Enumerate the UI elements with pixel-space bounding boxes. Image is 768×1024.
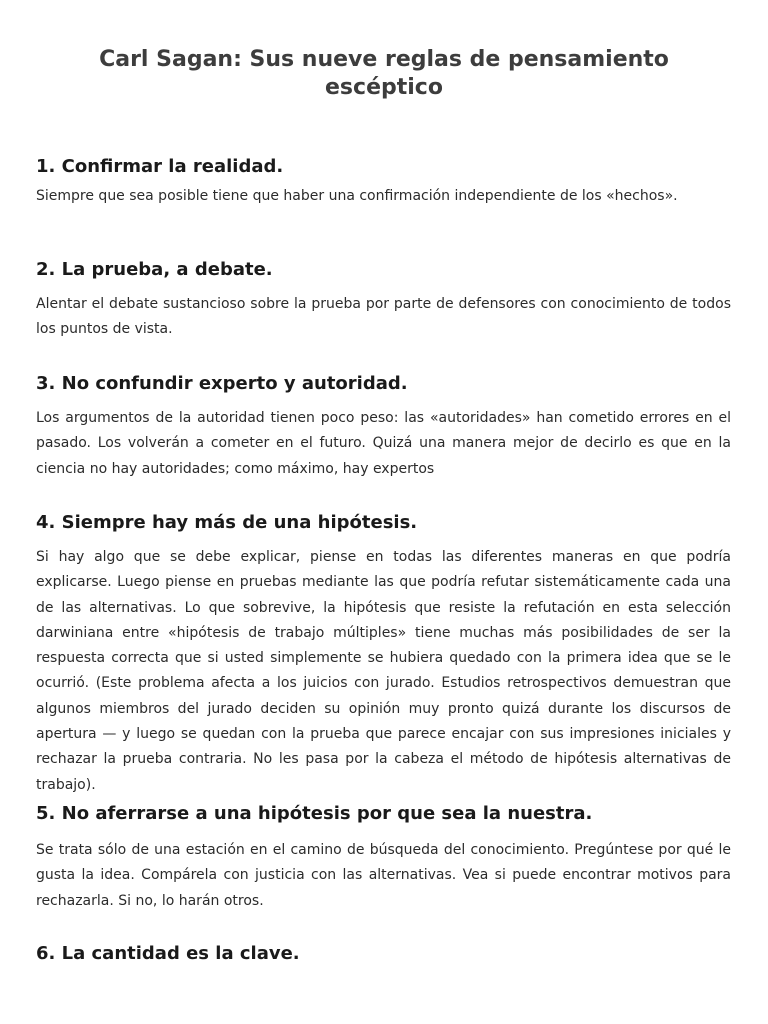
section-body-1: Siempre que sea posible tiene que haber una confirmación independiente de los «hechos». [36,188,678,204]
section-heading-1: 1. Confirmar la realidad. [36,156,284,177]
section-body-2: Alentar el debate sustancioso sobre la prueba por parte de defensores con conocimiento de todos los puntos de vista. [36,296,731,338]
section-body-3: Los argumentos de la autoridad tienen poco peso: las «autoridades» han cometido errores en el pasado. Los volverán a cometer en el futuro. Quizá una manera mejor de decirlo es que en la ciencia no hay autoridades; como máximo, hay expertos [36,410,731,477]
section-heading-6: 6. La cantidad es la clave. [36,943,300,964]
section-heading-3: 3. No confundir experto y autoridad. [36,373,408,394]
section-heading-4: 4. Siempre hay más de una hipótesis. [36,512,418,533]
page-title: Carl Sagan: Sus nueve reglas de pensamiento escéptico [99,47,669,100]
section-body-5: Se trata sólo de una estación en el camino de búsqueda del conocimiento. Pregúntese por qué le gusta la idea. Compárela con justicia con las alternativas. Vea si puede encontrar motivos para rechazarla. Si no, lo harán otros. [36,842,731,909]
section-heading-5: 5. No aferrarse a una hipótesis por que sea la nuestra. [36,803,593,824]
section-heading-2: 2. La prueba, a debate. [36,259,273,280]
section-body-4: Si hay algo que se debe explicar, piense en todas las diferentes maneras en que podría explicarse. Luego piense en pruebas mediante las que podría refutar sistemáticamente cada una de las alternativas. Lo que sobrevive, la hipótesis que resiste la refutación en esta selección darwiniana entre «hipótesis de trabajo múltiples» tiene muchas más posibilidades de ser la respuesta correcta que si usted simplemente se hubiera quedado con la primera idea que se le ocurrió. (Este problema afecta a los juicios con jurado. Estudios retrospectivos demuestran que algunos miembros del jurado deciden su opinión muy pronto quizá durante los discursos de apertura — y luego se quedan con la prueba que parece encajar con sus impresiones iniciales y rechazar la prueba contraria. No les pasa por la cabeza el método de hipótesis alternativas de trabajo). [36,549,731,793]
